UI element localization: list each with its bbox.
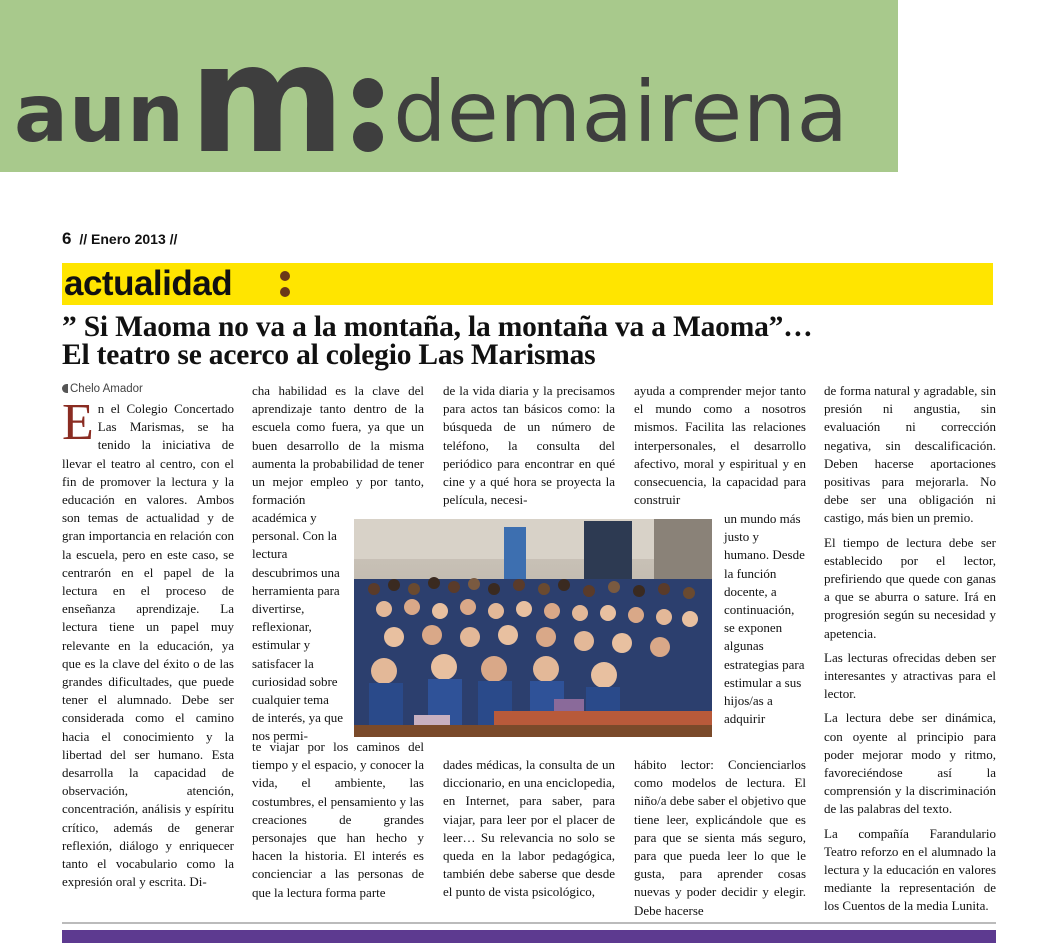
article-headline bbox=[62, 313, 997, 369]
article-column-2-top: cha habilidad es la clave del aprendizaje tanto dentro de la escuela como fuera, ya que un buen desarrollo de la misma aumenta la probabilidad de tener un mejor empleo y por tanto, formación bbox=[252, 383, 424, 508]
column-5-paragraph-5: La compañía Farandulario Teatro reforzo en el alumnado la lectura y la educación en valores mediante la representación de los Cuentos de la media Lunita. bbox=[824, 825, 996, 914]
masthead-banner bbox=[0, 0, 898, 172]
section-bar bbox=[62, 263, 993, 305]
column-1-text: n el Colegio Concertado Las Marismas, se ha tenido la iniciativa de llevar el teatro al centro, con el fin de promover la lectura y la educación en valores. Ambos son temas de actualidad y de gran importancia en relación con la escuela, pero en este caso, se centrarón en el papel de la lectura en el proceso de enseñanza aprendizaje. La lectura tiene un papel muy relevante en la educación, ya que es la clave del éxito o de las grandes dificultades, que puede tener el alumnado. Debe ser considerada como el camino hacia el conocimiento y la libertad del ser humano. Esta desarrolla la capacidad de observación, atención, concentración, análisis y espíritu crítico, además de generar reflexión, diálogo y enriquecer tanto el vocabulario como la expresión oral y escrita. Di- bbox=[62, 401, 234, 890]
page-number: 6 bbox=[62, 229, 72, 248]
article-photo bbox=[354, 519, 712, 737]
article-column-2-wrap: académica y personal. Con la lectura descubrimos una herramienta para divertirse, reflexionar, estimular y satisfacer la curiosidad sobre cualquier tema de interés, ya que nos permi- bbox=[252, 510, 343, 744]
column-5-paragraph-1: de forma natural y agradable, sin presión ni angustia, sin evaluación ni corrección negativa, sin descalificación. Deben hacerse aportaciones positivas para mejorarla. No debe ser una obligación ni castigo, más bien un premio. bbox=[824, 383, 996, 526]
masthead-logo bbox=[14, 13, 849, 172]
column-5-paragraph-4: La lectura debe ser dinámica, con oyente al principio para poder mejorar modo y ritmo, favoreciéndose así la comprensión y la discriminación de las palabras del texto. bbox=[824, 710, 996, 817]
drop-cap: E bbox=[62, 394, 94, 451]
bottom-rule bbox=[62, 922, 996, 924]
section-colon-icon bbox=[280, 271, 290, 303]
article-column-5 bbox=[824, 382, 996, 916]
masthead-part-m: m bbox=[188, 13, 342, 172]
section-title: actualidad bbox=[64, 264, 233, 303]
headline-line-2: El teatro se acerco al colegio Las Marismas bbox=[62, 339, 596, 371]
masthead-colon-icon bbox=[353, 64, 383, 152]
footer-bar bbox=[62, 930, 996, 943]
article-column-3-top: de la vida diaria y la precisamos para actos tan básicos como: la búsqueda de un número de teléfono, la consulta del periódico para encontrar en qué cine y a qué hora se proyecta la película, necesi- bbox=[443, 383, 615, 508]
article-column-4-top: ayuda a comprender mejor tanto el mundo como a nosotros mismos. Facilita las relaciones interpersonales, el desarrollo afectivo, moral y espiritual y en consecuencia, la capacidad para construir bbox=[634, 383, 806, 508]
byline: Chelo Amador bbox=[62, 382, 234, 396]
article-column-3-bottom: dades médicas, la consulta de un diccionario, en una enciclopedia, en Internet, para saber, para viajar, para leer por el placer de leer… Su relevancia no solo se queda en la labor pedagógica, también debe saberse que desde el punto de vista psicológico, bbox=[443, 757, 615, 900]
issue-date: // Enero 2013 // bbox=[79, 231, 178, 247]
column-5-paragraph-2: El tiempo de lectura debe ser establecido por el lector, prefiriendo que quede con ganas a que se aburra o sature. Irá en progresión según su necesidad y apetencia. bbox=[824, 534, 996, 641]
schoolchildren-audience-photo-icon bbox=[354, 519, 712, 737]
article-column-4-bottom: hábito lector: Concienciarlos como modelos de lectura. El niño/a debe saber el objetivo que tiene leer, explicándole que es para que se sienta más seguro, para que pueda leer lo que le gusta, para aprender cosas nuevas y poder decidir y elegir. Debe hacerse bbox=[634, 757, 806, 918]
column-1-paragraph bbox=[62, 394, 234, 891]
article-column-2-bottom: te viajar por los caminos del tiempo y el espacio, y conocer la vida, el ambiente, las costumbres, el pensamiento y las creaciones de grandes personajes que han hecho y hacen la historia. El interés es concienciar a las personas de que la lectura forma parte bbox=[252, 739, 424, 900]
masthead-part-b: demairena bbox=[393, 63, 849, 161]
article-column-4-wrap: un mundo más justo y humano. Desde la función docente, a continuación, se exponen algunas estrategias para estimular a sus hijos/as a adquirir bbox=[724, 511, 805, 727]
page-folio bbox=[62, 229, 177, 249]
column-5-paragraph-3: Las lecturas ofrecidas deben ser interesantes y atractivas para el lector. bbox=[824, 649, 996, 702]
article-column-1 bbox=[62, 382, 234, 891]
headline-line-1: ” Si Maoma no va a la montaña, la montaña va a Maoma”… bbox=[62, 311, 813, 343]
masthead-part-a: aun bbox=[14, 67, 185, 160]
